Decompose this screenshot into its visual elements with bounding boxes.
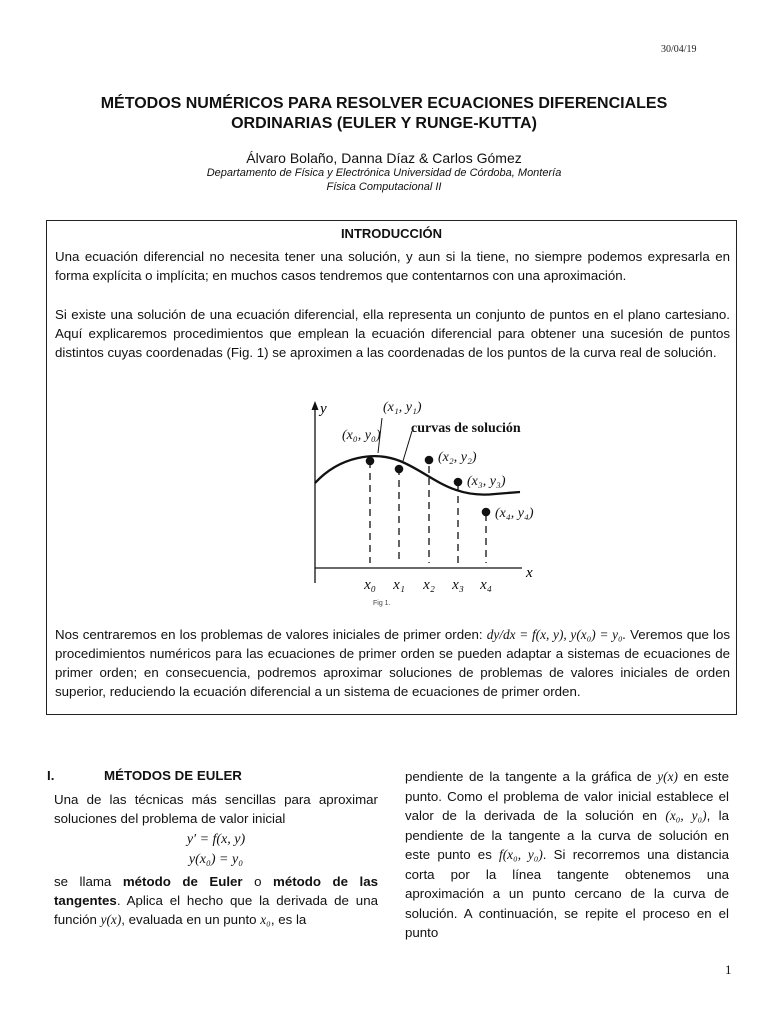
affiliation	[60, 166, 708, 194]
title-line-1: MÉTODOS NUMÉRICOS PARA RESOLVER ECUACIONES DIFERENCIALES	[100, 95, 668, 112]
point-0	[366, 457, 375, 466]
right-c: en este punto. Como el problema de valor inicial establece el valor de la derivada de la solución en	[405, 769, 729, 823]
paper-title	[60, 94, 708, 134]
intro-paragraph-3	[55, 625, 730, 701]
section-1-title	[47, 768, 242, 783]
p2-h: x₀	[260, 912, 271, 927]
section-1-paragraph-2	[54, 872, 378, 929]
label-x2y2: (x₂, y₂)	[438, 450, 477, 465]
p3-rest: Veremos que los procedimientos numéricos para las ecuaciones de primer orden se pueden adaptar a sistemas de ecuaciones de primer orden; en consecuencia, podremos aproximar soluciones de problemas de valores iniciales de orden superior, reduciendo la ecuación diferencial a un sistema de ecuaciones de primer orden.	[55, 627, 730, 699]
right-g: . Si recorremos una distancia corta por la línea tangente obtenemos una aproximación a un punto cercano de la curva de solución. A continuación, se repite el proceso en el punto	[405, 847, 729, 940]
point-2	[425, 456, 434, 465]
section-1-paragraph-1: Una de las técnicas más sencillas para aproximar soluciones del problema de valor inicial	[54, 792, 378, 826]
figure-caption: Fig 1.	[373, 600, 391, 607]
intro-paragraph-1: Una ecuación diferencial no necesita tener una solución, y aun si la tiene, no siempre podemos expresarla en forma explícita o implícita; en muchos casos tendremos que contentarnos con una aproximación.	[55, 249, 730, 283]
tick-x4: x₄	[480, 577, 492, 593]
intro-paragraph-2: Si existe una solución de una ecuación diferencial, ella representa un conjunto de puntos en el plano cartesiano. Aquí explicaremos procedimientos que emplean la ecuación diferencial para obtener una sucesión de puntos distintos cuyas coordenadas (Fig. 1) se aproximen a las coordenadas de los puntos de la curva real de solución.	[55, 307, 730, 360]
p2-b: método de Euler	[122, 874, 243, 889]
section-1-title-text: MÉTODOS DE EULER	[104, 768, 242, 783]
point-4	[482, 508, 491, 517]
y-axis-arrow	[312, 401, 319, 410]
point-3	[454, 478, 463, 487]
label-x4y4: (x₄, y₄)	[495, 506, 534, 521]
p2-e: . Aplica el hecho que la derivada de una función	[54, 893, 378, 927]
right-column	[405, 767, 729, 943]
point-1	[395, 465, 404, 474]
affiliation-line-2: Física Computacional II	[326, 181, 442, 193]
right-d: (x₀, y₀)	[665, 808, 707, 823]
p2-a: se llama	[54, 874, 112, 889]
right-e: , la pendiente de la tangente a la curva de solución en este punto es	[405, 808, 729, 862]
tick-x2: x₂	[423, 577, 435, 593]
ivp-equation: dy/dx = f(x, y), y(x₀) = y₀.	[486, 627, 627, 642]
right-f: f(x₀, y₀)	[499, 847, 543, 862]
tick-x3: x₃	[452, 577, 464, 593]
tick-x0: x₀	[364, 577, 376, 593]
p3-start: Nos centraremos en los problemas de valores iniciales de primer orden:	[55, 627, 483, 642]
x-axis-label: x	[526, 565, 533, 581]
introduction-box	[46, 220, 737, 715]
p2-g: , evaluada en un punto	[121, 912, 257, 927]
authors: Álvaro Bolaño, Danna Díaz & Carlos Gómez	[246, 150, 522, 166]
label-x0y0: (x₀, y₀)	[342, 428, 381, 443]
header-date: 30/04/19	[661, 44, 697, 55]
right-a: pendiente de la tangente a la gráfica de	[405, 769, 652, 784]
solution-curve-figure	[270, 391, 560, 601]
p2-f: y(x)	[100, 912, 122, 927]
y-axis-label: y	[320, 401, 327, 417]
affiliation-line-1: Departamento de Física y Electrónica Universidad de Córdoba, Montería	[206, 167, 562, 179]
label-x3y3: (x₃, y₃)	[467, 474, 506, 489]
p2-d: método de las tangentes	[54, 874, 378, 908]
p2-i: , es la	[270, 912, 307, 927]
right-b: y(x)	[657, 769, 678, 784]
page-number: 1	[725, 962, 732, 977]
title-line-2: ORDINARIAS (EULER Y RUNGE-KUTTA)	[231, 115, 537, 132]
p2-c: o	[254, 874, 262, 889]
section-1-number: I.	[47, 768, 55, 783]
curve-label: curvas de solución	[411, 421, 521, 436]
equation-1: y′ = f(x, y)	[186, 832, 246, 847]
equation-2: y(x₀) = y₀	[188, 852, 244, 867]
label-x1y1: (x₁, y₁)	[383, 400, 422, 415]
intro-heading: INTRODUCCIÓN	[340, 226, 443, 241]
left-column	[54, 790, 378, 929]
tick-x1: x₁	[393, 577, 405, 593]
